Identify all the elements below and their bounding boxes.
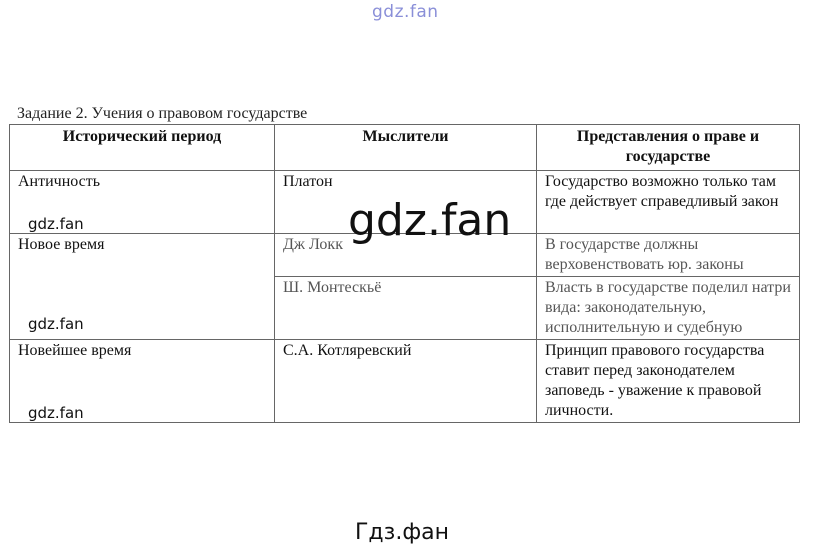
table-row [10, 340, 800, 423]
watermark-center: gdz.fan [348, 195, 512, 246]
period-cell [10, 234, 275, 340]
table-header-row [10, 125, 800, 171]
thinker-cell: Платон [275, 171, 537, 234]
thinker-cell: Дж Локк [275, 234, 537, 277]
watermark-row: gdz.fan [28, 215, 84, 233]
thinker-cell: Ш. Монтескьё [275, 277, 537, 340]
period-cell [10, 171, 275, 234]
watermark-bottom: Гдз.фан [355, 520, 449, 545]
header-period: Исторический период [10, 125, 275, 171]
idea-cell: Принцип правового государства ставит перед законодателем заповедь - уважение к правовой личности. [537, 340, 800, 423]
task-title: Задание 2. Учения о правовом государстве [17, 105, 308, 122]
period-cell [10, 340, 275, 423]
thinker-cell: С.А. Котляревский [275, 340, 537, 423]
watermark-top: gdz.fan [372, 2, 439, 22]
period-text: Новейшее время [18, 342, 132, 359]
idea-cell: В государстве должны верховенствовать юр. законы [537, 234, 800, 277]
header-ideas: Представления о праве и государстве [537, 125, 800, 171]
period-text: Новое время [18, 236, 105, 253]
idea-cell: Государство возможно только там где действует справедливый закон [537, 171, 800, 234]
doctrines-table [9, 124, 800, 423]
header-thinkers: Мыслители [275, 125, 537, 171]
idea-cell: Власть в государстве поделил натри вида: законодательную, исполнительную и судебную [537, 277, 800, 340]
period-text: Античность [18, 173, 101, 190]
watermark-row: gdz.fan [28, 315, 84, 333]
watermark-row: gdz.fan [28, 404, 84, 422]
